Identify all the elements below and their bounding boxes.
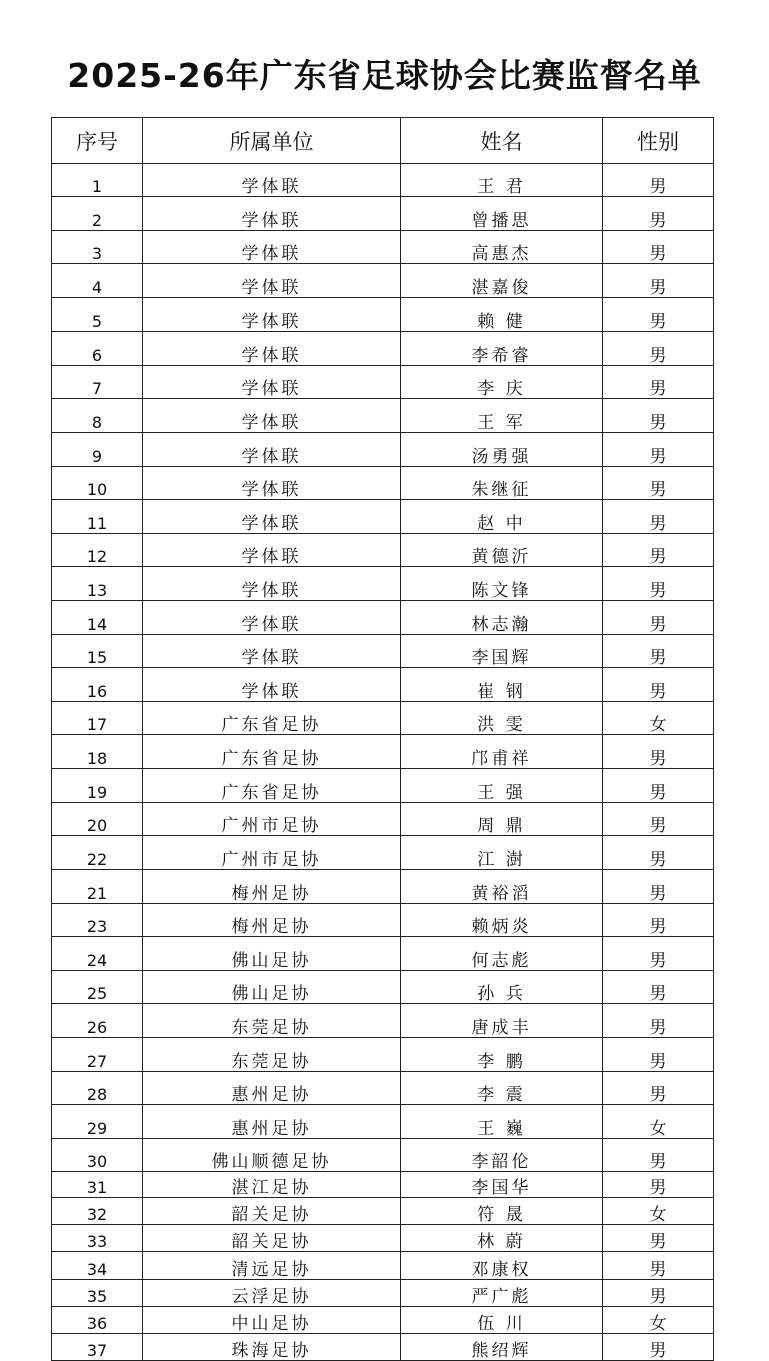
table-row [52,332,714,366]
cell-index: 16 [52,668,143,702]
header-index: 序号 [52,118,143,164]
cell-name: 赖 健 [401,298,603,332]
table-row [52,264,714,298]
cell-unit: 云浮足协 [143,1280,401,1307]
cell-index: 11 [52,500,143,534]
table-row [52,769,714,803]
cell-index: 23 [52,904,143,937]
cell-unit: 东莞足协 [143,1038,401,1072]
cell-index: 25 [52,971,143,1004]
cell-name: 赵 中 [401,500,603,534]
cell-gender: 男 [603,904,714,937]
table-row [52,870,714,904]
cell-name: 汤勇强 [401,433,603,467]
cell-gender: 男 [603,1139,714,1172]
page-title: 2025-26年广东省足球协会比赛监督名单 [67,56,702,95]
cell-name: 朱继征 [401,467,603,500]
table-row [52,1038,714,1072]
referee-supervisor-table [51,117,714,1361]
cell-gender: 男 [603,668,714,702]
table-row [52,500,714,534]
cell-gender: 女 [603,702,714,735]
cell-index: 30 [52,1139,143,1172]
cell-index: 36 [52,1307,143,1334]
cell-index: 18 [52,735,143,769]
cell-gender: 男 [603,231,714,264]
cell-gender: 男 [603,433,714,467]
table-row [52,1280,714,1307]
cell-unit: 广东省足协 [143,769,401,803]
cell-unit: 清远足协 [143,1252,401,1280]
cell-unit: 学体联 [143,467,401,500]
table-row [52,567,714,601]
cell-index: 34 [52,1252,143,1280]
cell-index: 13 [52,567,143,601]
cell-name: 邝甫祥 [401,735,603,769]
cell-index: 4 [52,264,143,298]
cell-gender: 男 [603,769,714,803]
cell-name: 王 军 [401,399,603,433]
cell-unit: 学体联 [143,231,401,264]
cell-index: 12 [52,534,143,567]
cell-unit: 佛山足协 [143,937,401,971]
cell-index: 10 [52,467,143,500]
cell-index: 3 [52,231,143,264]
cell-gender: 男 [603,197,714,231]
cell-unit: 学体联 [143,298,401,332]
cell-index: 35 [52,1280,143,1307]
cell-name: 洪 雯 [401,702,603,735]
cell-gender: 男 [603,264,714,298]
header-name: 姓名 [401,118,603,164]
table-row [52,1252,714,1280]
cell-name: 崔 钢 [401,668,603,702]
table-row [52,971,714,1004]
cell-gender: 男 [603,332,714,366]
cell-unit: 学体联 [143,534,401,567]
cell-unit: 学体联 [143,366,401,399]
cell-unit: 学体联 [143,635,401,668]
cell-name: 湛嘉俊 [401,264,603,298]
cell-name: 严广彪 [401,1280,603,1307]
cell-gender: 男 [603,567,714,601]
table-row [52,231,714,264]
cell-name: 王 强 [401,769,603,803]
cell-name: 李 震 [401,1072,603,1105]
cell-index: 20 [52,803,143,836]
table-row [52,534,714,567]
cell-unit: 佛山顺德足协 [143,1139,401,1172]
table-row [52,1307,714,1334]
cell-gender: 男 [603,298,714,332]
cell-index: 26 [52,1004,143,1038]
cell-index: 7 [52,366,143,399]
table-row [52,1072,714,1105]
table-row [52,601,714,635]
cell-name: 李韶伦 [401,1139,603,1172]
cell-gender: 男 [603,735,714,769]
cell-index: 14 [52,601,143,635]
cell-unit: 学体联 [143,500,401,534]
cell-gender: 女 [603,1105,714,1139]
cell-name: 陈文锋 [401,567,603,601]
table-row [52,904,714,937]
cell-name: 王 君 [401,164,603,197]
cell-index: 33 [52,1225,143,1252]
cell-gender: 男 [603,164,714,197]
cell-name: 王 巍 [401,1105,603,1139]
cell-name: 李国辉 [401,635,603,668]
cell-gender: 男 [603,1172,714,1198]
cell-unit: 中山足协 [143,1307,401,1334]
cell-unit: 学体联 [143,399,401,433]
table-row [52,197,714,231]
cell-unit: 珠海足协 [143,1334,401,1361]
cell-unit: 学体联 [143,264,401,298]
cell-unit: 东莞足协 [143,1004,401,1038]
cell-unit: 惠州足协 [143,1072,401,1105]
cell-name: 黄裕滔 [401,870,603,904]
cell-unit: 广州市足协 [143,836,401,870]
cell-gender: 男 [603,534,714,567]
header-unit: 所属单位 [143,118,401,164]
cell-index: 9 [52,433,143,467]
cell-gender: 男 [603,500,714,534]
cell-name: 李 庆 [401,366,603,399]
cell-gender: 男 [603,1280,714,1307]
cell-unit: 韶关足协 [143,1225,401,1252]
cell-name: 周 鼎 [401,803,603,836]
cell-index: 27 [52,1038,143,1072]
table-row [52,1225,714,1252]
cell-name: 熊绍辉 [401,1334,603,1361]
cell-name: 曾播思 [401,197,603,231]
cell-gender: 男 [603,467,714,500]
table-header-row [52,118,714,164]
cell-name: 李国华 [401,1172,603,1198]
cell-index: 22 [52,836,143,870]
table-row [52,1139,714,1172]
table-row [52,1105,714,1139]
cell-unit: 惠州足协 [143,1105,401,1139]
cell-name: 李希睿 [401,332,603,366]
table-row [52,836,714,870]
cell-unit: 学体联 [143,197,401,231]
cell-index: 21 [52,870,143,904]
table-row [52,399,714,433]
cell-name: 江 澍 [401,836,603,870]
cell-unit: 梅州足协 [143,870,401,904]
cell-gender: 男 [603,836,714,870]
cell-unit: 学体联 [143,332,401,366]
cell-name: 林 蔚 [401,1225,603,1252]
cell-index: 6 [52,332,143,366]
cell-unit: 梅州足协 [143,904,401,937]
cell-gender: 男 [603,971,714,1004]
table-row [52,433,714,467]
cell-gender: 男 [603,1225,714,1252]
cell-unit: 广州市足协 [143,803,401,836]
cell-name: 符 晟 [401,1198,603,1225]
table-row [52,937,714,971]
cell-index: 1 [52,164,143,197]
cell-index: 5 [52,298,143,332]
table-row [52,668,714,702]
cell-index: 31 [52,1172,143,1198]
cell-name: 邓康权 [401,1252,603,1280]
table-row [52,635,714,668]
cell-unit: 学体联 [143,601,401,635]
cell-unit: 广东省足协 [143,702,401,735]
cell-gender: 女 [603,1198,714,1225]
cell-index: 29 [52,1105,143,1139]
cell-index: 19 [52,769,143,803]
cell-index: 32 [52,1198,143,1225]
table-row [52,1172,714,1198]
cell-index: 28 [52,1072,143,1105]
cell-unit: 广东省足协 [143,735,401,769]
cell-name: 高惠杰 [401,231,603,264]
cell-name: 林志瀚 [401,601,603,635]
cell-gender: 男 [603,1038,714,1072]
cell-name: 唐成丰 [401,1004,603,1038]
cell-gender: 男 [603,399,714,433]
table-row [52,298,714,332]
table-row [52,702,714,735]
cell-gender: 男 [603,601,714,635]
cell-unit: 学体联 [143,164,401,197]
cell-gender: 女 [603,1307,714,1334]
table-row [52,1004,714,1038]
table-row [52,1198,714,1225]
cell-unit: 学体联 [143,567,401,601]
cell-gender: 男 [603,1252,714,1280]
table-row [52,803,714,836]
cell-gender: 男 [603,635,714,668]
table-row [52,467,714,500]
cell-name: 何志彪 [401,937,603,971]
cell-gender: 男 [603,1072,714,1105]
table-row [52,735,714,769]
table-row [52,1334,714,1361]
cell-unit: 学体联 [143,668,401,702]
cell-gender: 男 [603,870,714,904]
cell-gender: 男 [603,937,714,971]
cell-unit: 湛江足协 [143,1172,401,1198]
cell-unit: 学体联 [143,433,401,467]
cell-index: 8 [52,399,143,433]
cell-name: 黄德沂 [401,534,603,567]
cell-gender: 男 [603,1004,714,1038]
table-row [52,164,714,197]
cell-gender: 男 [603,803,714,836]
cell-gender: 男 [603,366,714,399]
cell-unit: 韶关足协 [143,1198,401,1225]
cell-index: 2 [52,197,143,231]
cell-index: 37 [52,1334,143,1361]
cell-name: 李 鹏 [401,1038,603,1072]
cell-index: 15 [52,635,143,668]
cell-name: 伍 川 [401,1307,603,1334]
cell-name: 孙 兵 [401,971,603,1004]
header-gender: 性别 [603,118,714,164]
cell-index: 24 [52,937,143,971]
cell-name: 赖炳炎 [401,904,603,937]
cell-index: 17 [52,702,143,735]
cell-gender: 男 [603,1334,714,1361]
cell-unit: 佛山足协 [143,971,401,1004]
table-row [52,366,714,399]
